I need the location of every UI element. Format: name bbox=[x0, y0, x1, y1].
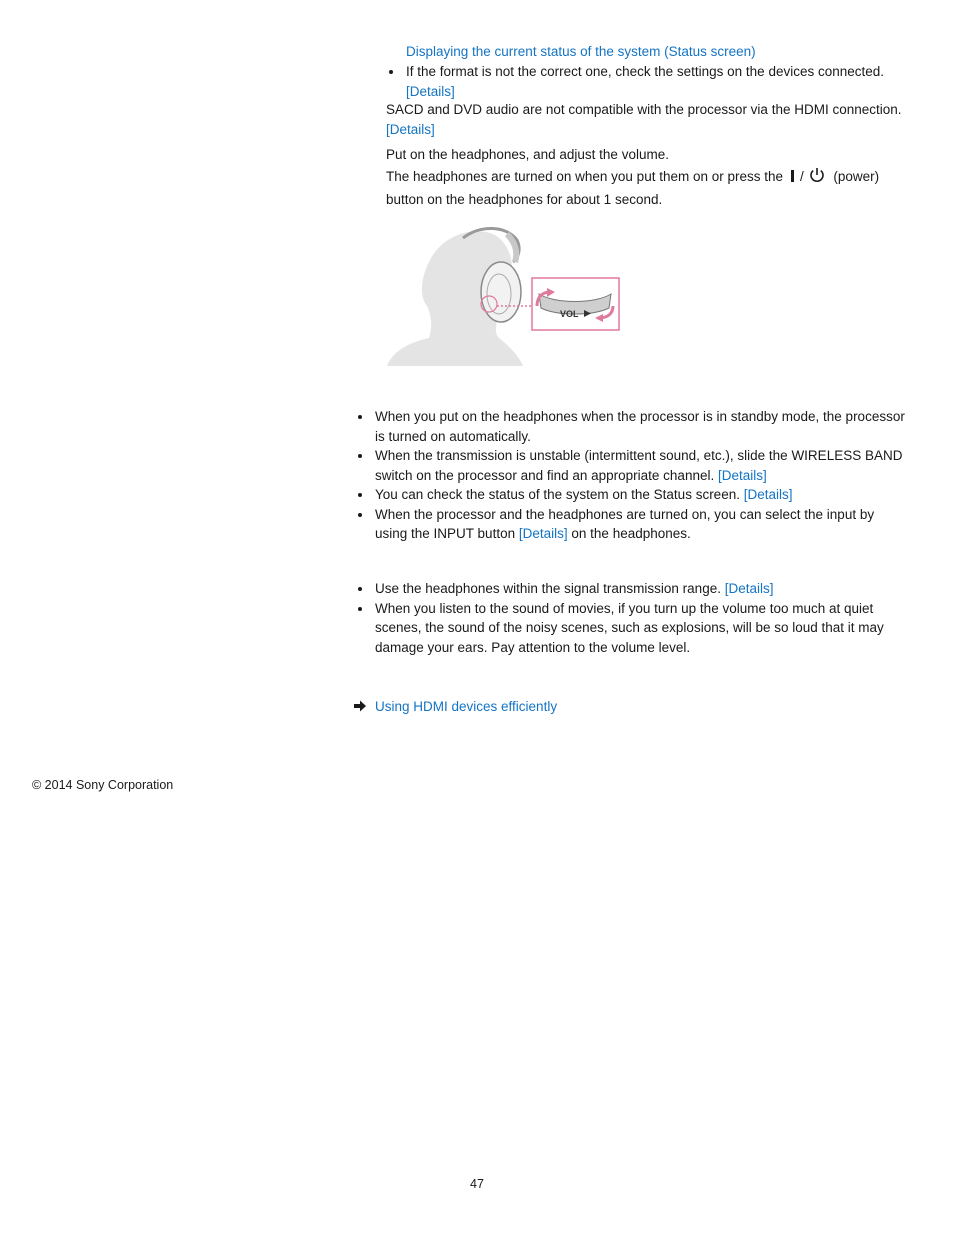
power-bar-icon bbox=[791, 170, 794, 182]
hint-4-text: When the processor and the headphones are turned on, you can select the input by bbox=[375, 506, 875, 522]
step-line-3: button on the headphones for about 1 second. bbox=[386, 192, 663, 207]
sacd-details-link[interactable]: [Details] bbox=[386, 122, 435, 137]
note-1-text: Use the headphones within the signal transmission range. bbox=[375, 581, 721, 596]
list-item bbox=[355, 407, 925, 446]
hint-2-text-2: switch on the processor and find an appropriate channel. bbox=[375, 467, 715, 483]
step-slash: / bbox=[800, 169, 804, 185]
list-item bbox=[386, 62, 916, 101]
list-item bbox=[355, 579, 925, 599]
step-line-2 bbox=[386, 166, 879, 189]
hint-list bbox=[355, 407, 925, 544]
format-details-link[interactable]: [Details] bbox=[406, 83, 455, 99]
copyright: © 2014 Sony Corporation bbox=[32, 778, 174, 792]
status-screen-link[interactable]: Displaying the current status of the system (Status screen) bbox=[406, 44, 756, 59]
sacd-text: SACD and DVD audio are not compatible with the processor via the HDMI connection. bbox=[386, 102, 902, 117]
list-item bbox=[355, 446, 925, 485]
list-item bbox=[355, 485, 925, 505]
hint-3-details-link[interactable]: [Details] bbox=[743, 487, 793, 502]
hint-4-text-2: using the INPUT button bbox=[375, 526, 516, 541]
note-2-text-3: damage your ears. Pay attention to the volume level. bbox=[375, 639, 691, 655]
note-2-text-2: scenes, the sound of the noisy scenes, such as explosions, will be so loud that it may bbox=[375, 620, 884, 635]
hint-2-details-link[interactable]: [Details] bbox=[717, 467, 767, 483]
note-1-details-link[interactable]: [Details] bbox=[724, 581, 774, 596]
headphones-illustration bbox=[385, 222, 625, 368]
hint-3-text: You can check the status of the system on the Status screen. bbox=[375, 487, 740, 502]
step-line-1: Put on the headphones, and adjust the volume. bbox=[386, 147, 669, 162]
power-icon bbox=[808, 166, 826, 189]
vol-label: VOL bbox=[560, 309, 579, 319]
step-power-label: (power) bbox=[833, 169, 880, 185]
note-list bbox=[355, 579, 925, 657]
list-item bbox=[355, 505, 925, 544]
ear-cup bbox=[481, 262, 521, 322]
arrow-right-icon bbox=[353, 700, 367, 712]
list-item bbox=[355, 599, 925, 658]
note-2-text: When you listen to the sound of movies, if you turn up the volume too much at quiet bbox=[375, 600, 874, 616]
hint-4-text-3: on the headphones. bbox=[571, 526, 691, 541]
hint-1-text-2: is turned on automatically. bbox=[375, 428, 531, 444]
format-bullet-list bbox=[386, 62, 916, 101]
related-hdmi-link[interactable]: Using HDMI devices efficiently bbox=[375, 699, 558, 714]
hint-1-text: When you put on the headphones when the processor is in standby mode, the processor bbox=[375, 409, 905, 424]
hint-2-text: When the transmission is unstable (intermittent sound, etc.), slide the WIRELESS BAND bbox=[375, 448, 903, 463]
page-number: 47 bbox=[470, 1177, 484, 1191]
hint-4-details-link[interactable]: [Details] bbox=[518, 526, 568, 541]
volume-callout bbox=[532, 278, 619, 330]
step-line-2-text: The headphones are turned on when you put them on or press the bbox=[386, 169, 784, 185]
format-bullet-text: If the format is not the correct one, check the settings on the devices connected. bbox=[406, 64, 885, 79]
